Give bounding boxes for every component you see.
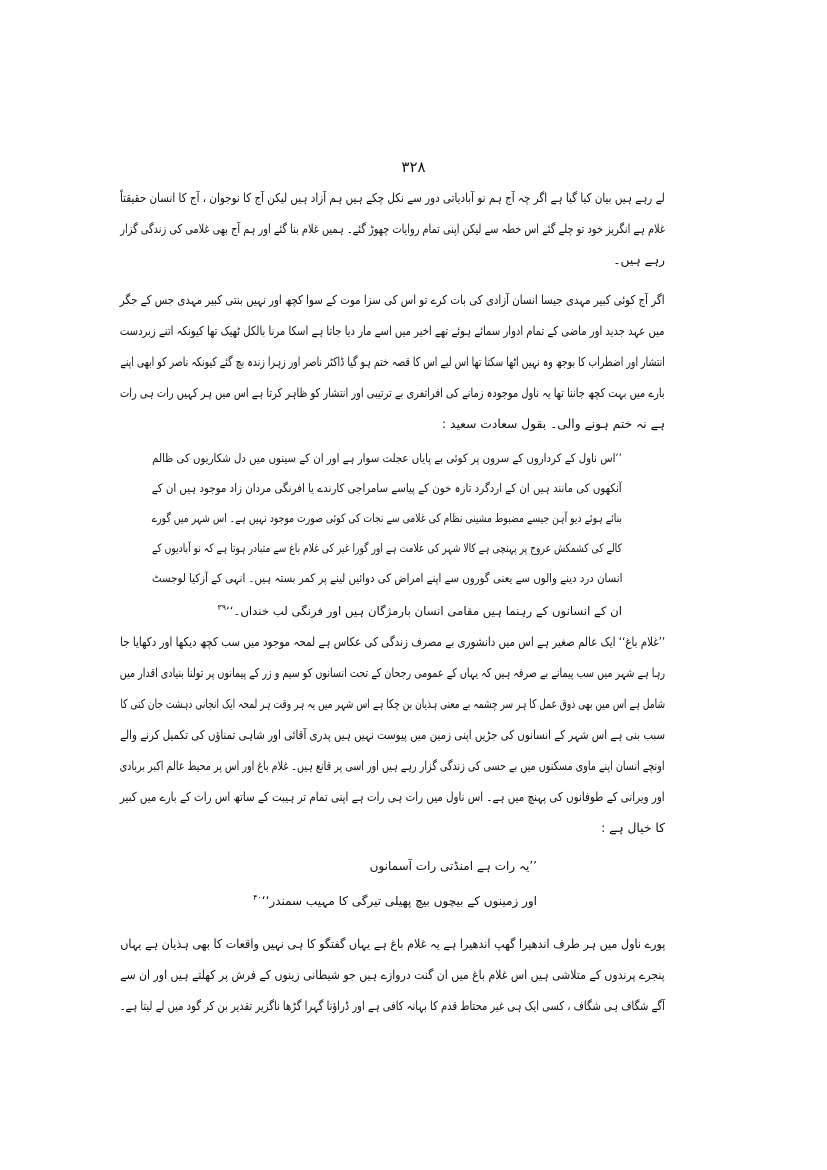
block-quote-line: بنائے ہوئے دیو آہن جیسے مضبوط مشینی نظام کی غلامی سے نجات کی کوئی صورت موجود نہیں ہے۔ اس شہر میں گورے — [151, 511, 622, 525]
paragraph-2-line: اگر آج کوئی کبیر مہدی جیسا انسان آزادی کی بات کرے تو اس کی سزا موت کے سوا کچھ اور نہیں بنتی کبیر مہدی جس کے جگر — [120, 293, 665, 307]
verse-text: اور زمینوں کے بیچوں بیچ پھیلی تیرگی کا مہیب سمندر‘‘ — [261, 894, 537, 908]
paragraph-1-line: لے رہے ہیں بیان کیا گیا ہے اگر چہ آج ہم نو آبادیاتی دور سے نکل چکے ہیں ہم آزاد ہیں لیکن آج کا نوجوان ، آج کا انسان حقیقتاً — [120, 191, 665, 205]
paragraph-3-line: ’’غلام باغ‘‘ ایک عالم صغیر ہے اس میں دانشوری بے مصرف زندگی کی عکاس ہے لمحہ موجود میں سب کچھ دیکھا اور دکھایا جا — [119, 635, 665, 649]
paragraph-4-line: آگے شگاف ہی شگاف ، کسی ایک ہی غیر محتاط قدم کا بہانہ کافی ہے اور ڈراؤنا گہرا گڑھا ناگزیر تقدیر بن کر گود میں لے لیتا ہے۔ — [119, 999, 665, 1013]
verse-line: ’’یہ رات ہے امنڈتی رات آسمانوں — [369, 859, 537, 873]
verse-line — [253, 888, 537, 911]
block-quote-line: ’’اس ناول کے کرداروں کے سروں پر کوئی بے پایاں عجلت سوار ہے اور ان کے سینوں میں دل شکاریوں کی ظالم — [152, 451, 622, 465]
paragraph-3-line: کا خیال ہے : — [601, 821, 665, 835]
paragraph-3-line: اور ویرانی کے طوفانوں کی پہنچ میں ہے۔ اس ناول میں رات ہی رات ہے اپنی تمام تر ہیبت کے ساتھ اس رات کے بارے میں کبیر — [120, 790, 665, 804]
block-quote-text: ان کے انسانوں کے رہنما ہیں مقامی انسان بارمژگان ہیں اور فرنگی لب خنداں۔‘‘ — [226, 603, 622, 618]
paragraph-3-line: اونچے انسان اپنے ماوی مسکنوں میں بے حسی کی زندگی گزار رہے ہیں اور اسی پر قانع ہیں۔ غلام باغ اور اس پر محیط عالم اکبر بربادی — [120, 759, 665, 773]
footnote-marker: ۳۹ — [217, 603, 227, 612]
block-quote-line — [217, 598, 622, 621]
paragraph-2-line: ہے نہ ختم ہونے والی۔ بقول سعادت سعید : — [441, 417, 665, 431]
paragraph-2-line: میں عہد جدید اور ماضی کے تمام ادوار سمائے ہوئے تھے اخیر میں اسے مار دیا جاتا ہے اسکا مرنا بالکل ٹھیک تھا کیونکہ اتنے زبردست — [120, 324, 665, 338]
paragraph-1-line: غلام ہے انگریز خود تو چلے گئے اس خطہ سے لیکن اپنی تمام روایات چھوڑ گئے۔ ہمیں غلام بنا گئے اور ہم آج بھی غلامی کی زندگی گزار — [120, 222, 665, 236]
block-quote-line: کالے کی کشمکش عروج پر پہنچی ہے کالا شہر کی علامت ہے اور گورا غیر کی غلام باغ سے متبادر ہوتا ہے کہ نو آبادیوں کے — [152, 541, 622, 555]
paragraph-4-line: پنجرے پرندوں کے متلاشی ہیں اس غلام باغ میں ان گنت دروازے ہیں جو شیطانی زینوں کے فرش پر کھلتے ہیں اور ان سے — [120, 968, 665, 982]
paragraph-1-line: رہے ہیں۔ — [613, 253, 665, 267]
paragraph-4-line: پورے ناول میں ہر طرف اندھیرا گھپ اندھیرا ہے یہ غلام باغ ہے یہاں گفتگو کا ہی نہیں واقعات کا بھی ہذیان ہے یہاں — [119, 937, 665, 951]
paragraph-2-line: بارے میں بہت کچھ جاننا تھا یہ ناول موجودہ زمانے کی افراتفری بے ترتیبی اور انتشار کو ظاہر کرتا ہے اس میں ہر کہیں رات ہی رات — [120, 386, 665, 400]
footnote-marker: ۴۰ — [253, 893, 262, 902]
paragraph-3-line: شامل ہے اس میں بھی ذوق عمل کا ہر سر چشمہ بے معنی ہذیان بن چکا ہے اس شہر میں یہ ہر وقت ہر لمحہ ایک انجانی دہشت جان کنی کا — [120, 697, 665, 711]
paragraph-3-line: سبب بنی ہے اس شہر کے انسانوں کی جڑیں اپنی زمین میں پیوست نہیں ہیں پدری آقائی اور شاہی تمناؤں کی تکمیل کرنے والے — [120, 728, 665, 742]
paragraph-3-line: رہا ہے شہر میں سب پیمانے بے صرفہ ہیں کہ یہاں کے عمومی رجحان کے تحت انسانوں کو سیم و زر کے پیمانوں پر تولنا بنیادی اقدار میں — [119, 666, 665, 680]
page-number: ۳۲۸ — [401, 158, 426, 176]
paragraph-2-line: انتشار اور اضطراب کا بوجھ وہ نہیں اٹھا سکتا تھا اس لیے اس کا قصہ ختم ہو گیا ڈاکٹر ناصر اور زہرا زندہ بچ گئے کیونکہ ناصر کو ابھی اپنے — [120, 355, 665, 369]
block-quote-line: انسان درد دینے والوں سے یعنی گوروں سے اپنے امراض کی دوائیں لینے پر کمر بستہ ہیں۔ انہی کے آزکیا لوجسٹ — [151, 571, 622, 585]
block-quote-line: آنکھوں کی مانند ہیں ان کے اردگرد تازہ خون کے پیاسے سامراجی کارندے یا افرنگی مردان زاد موجود ہیں ان کے — [152, 481, 622, 495]
